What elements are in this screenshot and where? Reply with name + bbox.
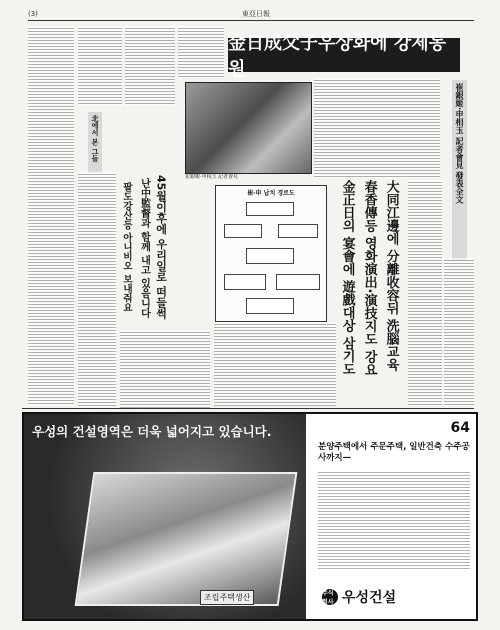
diagram-box	[246, 298, 294, 314]
subhead-2: 난中監督과 함께 내고 있음니다	[138, 178, 150, 319]
masthead	[28, 8, 474, 21]
route-diagram	[215, 185, 327, 322]
diagram-box	[246, 248, 294, 264]
text-column	[28, 26, 74, 406]
ad-body-text	[318, 470, 470, 570]
news-photo	[185, 82, 312, 174]
section-tag: 北에서 본 그들	[88, 112, 102, 173]
main-vertical-head-1: 大同江邊에 分離收容뒤 洗腦교육	[383, 180, 399, 372]
photo-caption: 崔銀姬·申相玉 記者會見	[185, 174, 239, 180]
divider	[22, 408, 474, 409]
diagram-box	[278, 224, 318, 238]
diagram-box	[276, 274, 320, 290]
ad-photo-label: 조립주택생산	[200, 590, 254, 605]
text-column	[444, 258, 474, 406]
ad-title: 우성의 건설영역은 더욱 넓어지고 있습니다.	[32, 424, 272, 439]
text-column	[314, 78, 440, 178]
diagram-box	[246, 202, 294, 216]
brand-name: 우성건설	[342, 590, 397, 606]
diagram-box	[224, 274, 266, 290]
advertisement	[22, 412, 478, 621]
ad-visual	[24, 414, 306, 619]
ad-photo-collage	[75, 472, 298, 606]
paper-name: 東亞日報	[241, 10, 270, 18]
ad-subtitle: 분양주택에서 주문주택, 일반건축 수주공사까지—	[318, 442, 470, 463]
main-headline: 金日成父子우상화에 강제동원	[228, 38, 460, 72]
diagram-title: 崔·申 납치 경로도	[247, 190, 295, 197]
ad-logo	[322, 587, 396, 607]
subhead-1: 45월이후에 우리일로 떠들썩	[154, 175, 168, 319]
subhead-3: 팔도강산등 아니비오 보내줘요	[120, 182, 132, 313]
page-number: (3)	[28, 10, 38, 18]
text-column	[78, 172, 116, 407]
ad-number: 64	[450, 420, 470, 436]
ad-copy	[310, 414, 476, 619]
side-tag: 崔銀姬·申相玉 記者會見 發表全文	[452, 80, 467, 261]
text-column	[214, 322, 336, 406]
main-vertical-head-3: 金正日의 宴會에 遊戲대상 삼기도	[339, 180, 355, 376]
text-column	[125, 26, 175, 106]
text-column	[120, 330, 210, 408]
text-column	[178, 26, 224, 78]
diagram-box	[224, 224, 262, 238]
text-column	[408, 180, 442, 406]
text-column	[78, 26, 122, 106]
main-vertical-head-2: 春香傳등 영화演出·演技지도 강요	[361, 180, 377, 376]
company-mark-icon: 주식회사	[322, 589, 338, 605]
